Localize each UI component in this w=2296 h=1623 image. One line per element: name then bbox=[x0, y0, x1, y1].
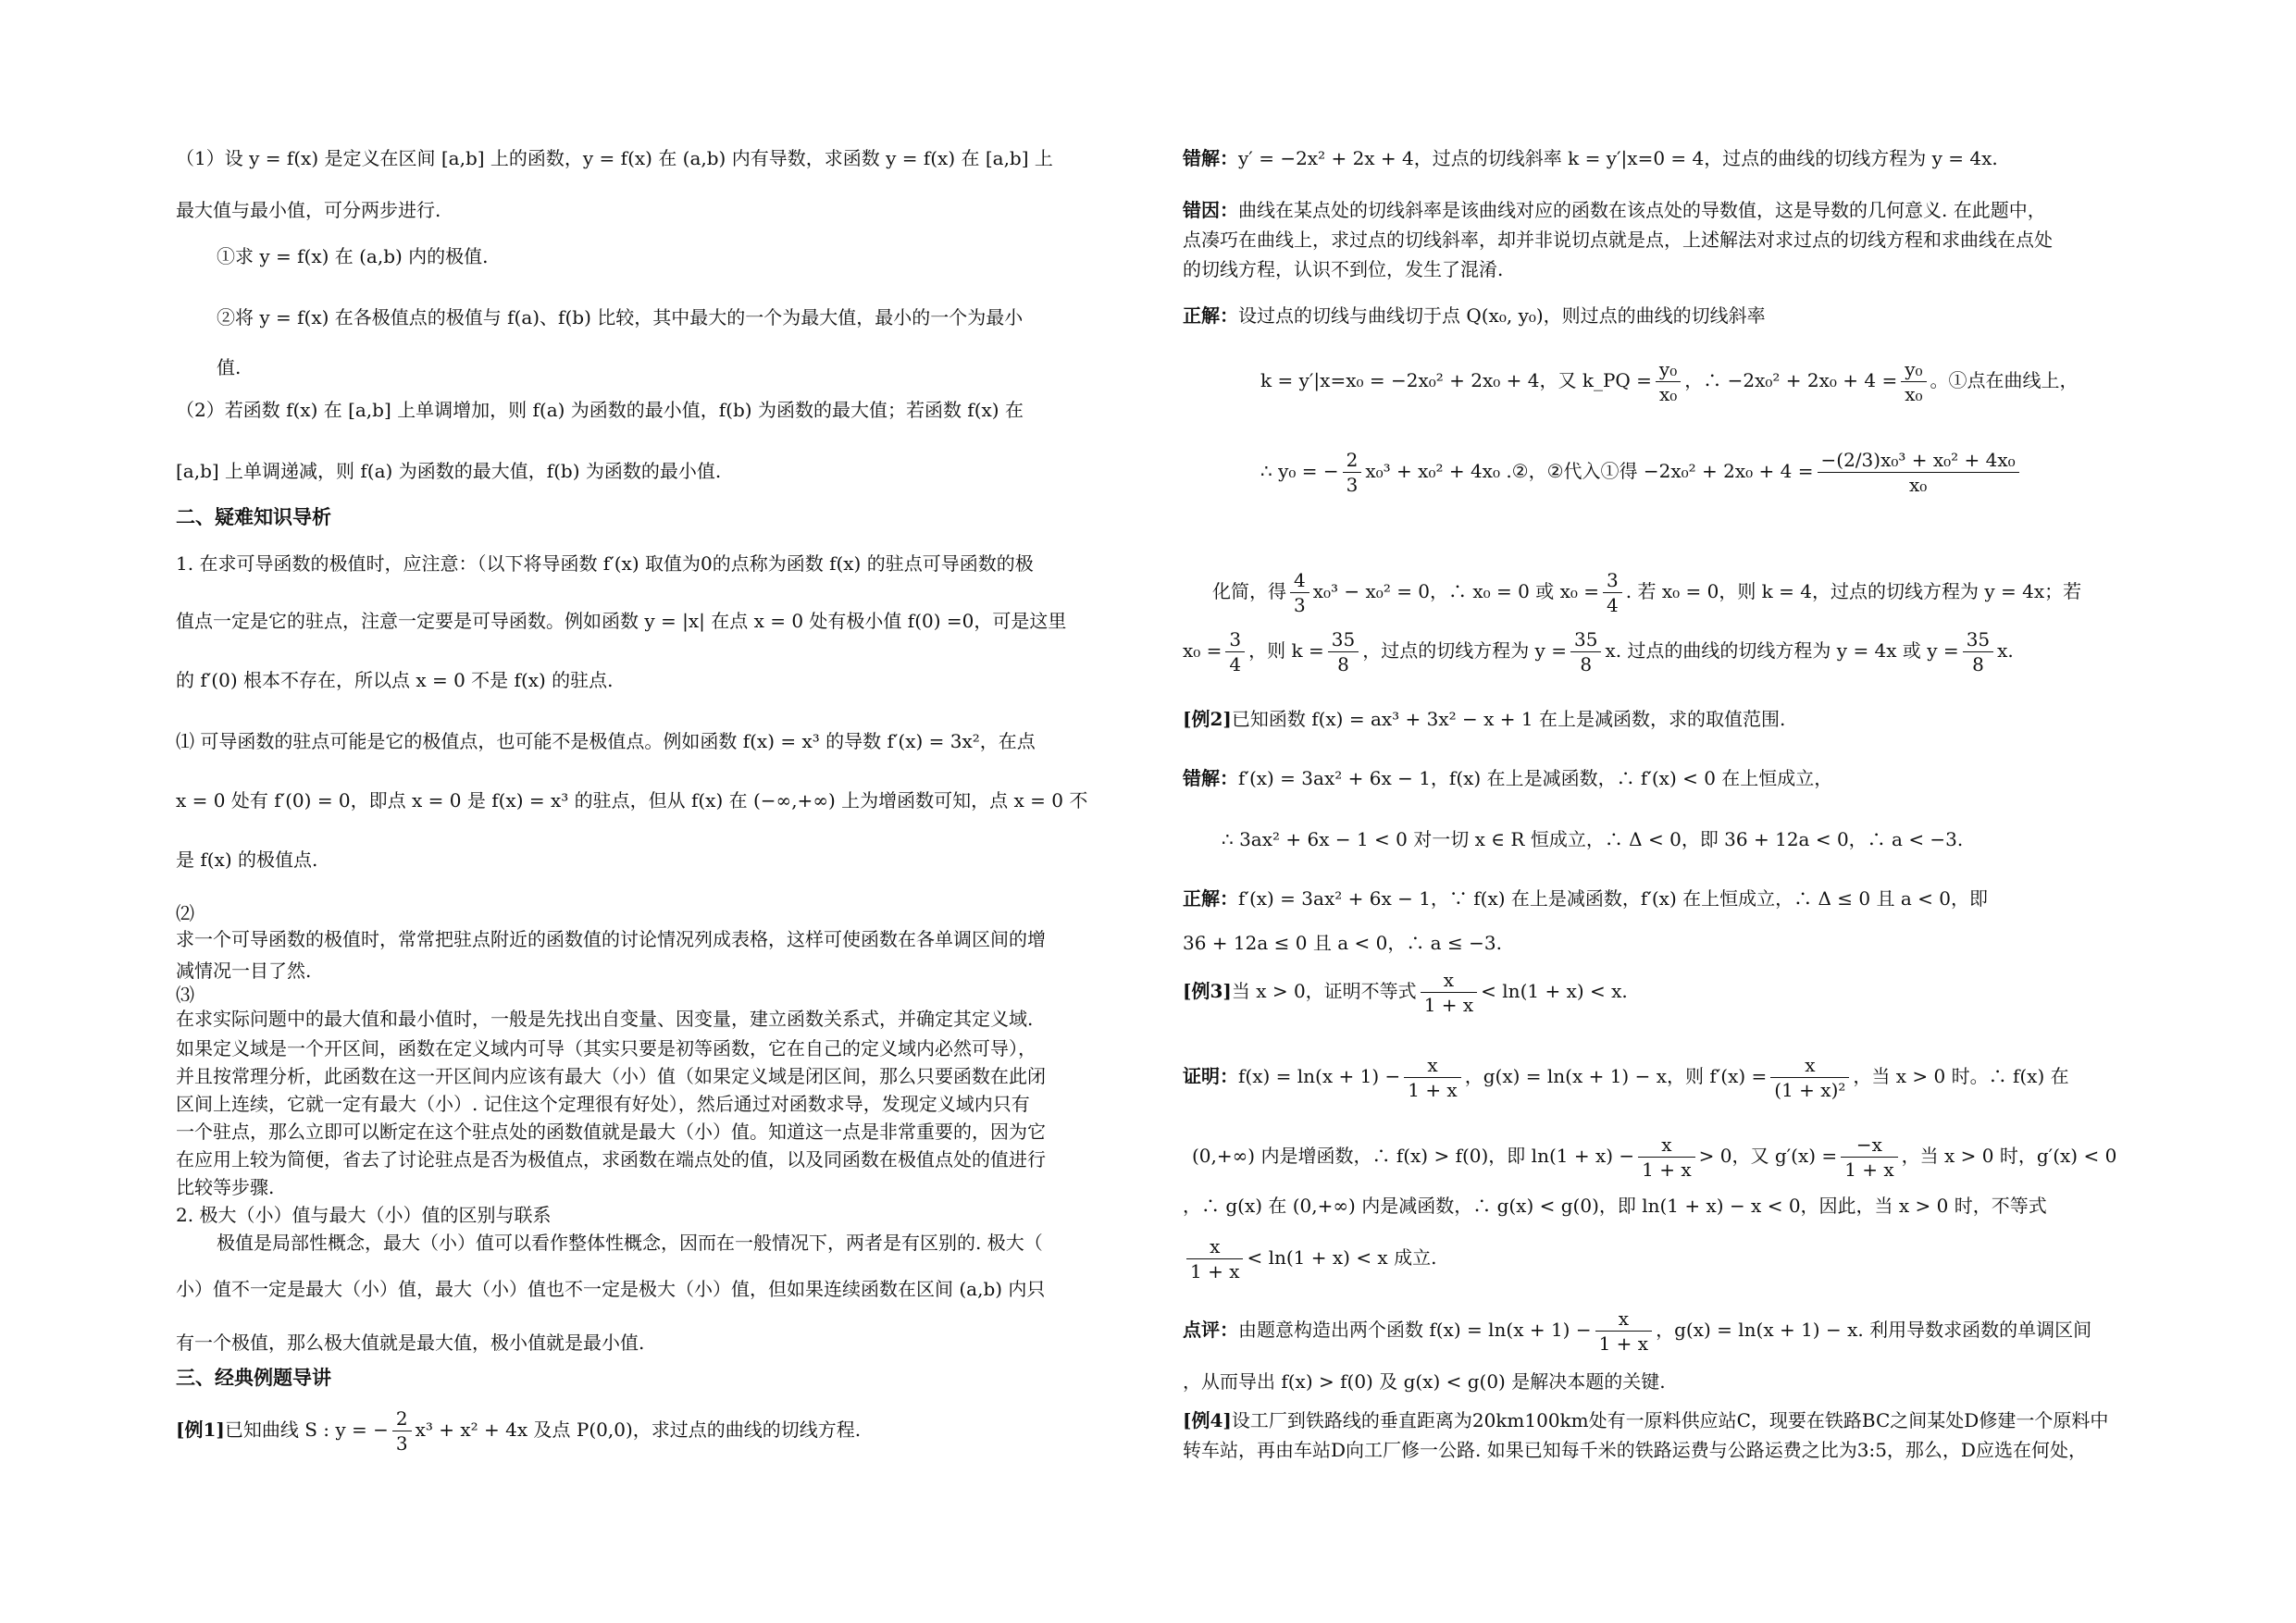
right-line-13: 36 + 12a ≤ 0 且 a < 0，∴ a ≤ −3. bbox=[1183, 932, 1502, 954]
left-line-17: ⑶ bbox=[176, 984, 194, 1006]
right-line-2 bbox=[1183, 198, 2046, 222]
wrong-solution-label: 错解： bbox=[1183, 147, 1238, 169]
fraction-numerator: −(2/3)x₀³ + x₀² + 4x₀ bbox=[1818, 448, 2019, 473]
left-line-19: 如果定义域是一个开区间，函数在定义域内可导（其实只要是初等函数，它在自己的定义域内必然可导）， bbox=[176, 1037, 1036, 1059]
example-1-fraction bbox=[392, 1406, 412, 1456]
right-line-6 bbox=[1260, 357, 2079, 406]
fraction-denominator: x₀ bbox=[1658, 383, 1678, 405]
eq-slope-fraction bbox=[1656, 357, 1681, 406]
right-line-2-text: 曲线在某点处的切线斜率是该曲线对应的函数在该点处的导数值，这是导数的几何意义. 在此题中， bbox=[1238, 199, 2046, 221]
comment-label: 点评： bbox=[1183, 1319, 1238, 1341]
increasing-c: ，当 x > 0 时，g′(x) < 0 bbox=[1901, 1145, 2117, 1167]
fraction-numerator: y₀ bbox=[1656, 357, 1681, 382]
eq-curve-b: x₀³ + x₀² + 4x₀ .②，②代入①得 −2x₀² + 2x₀ + 4 = bbox=[1365, 460, 1814, 482]
right-line-1 bbox=[1183, 146, 1998, 170]
proof-a: f(x) = ln(x + 1) − bbox=[1238, 1065, 1401, 1087]
section-heading-3: 三、经典例题导讲 bbox=[176, 1366, 331, 1389]
simplify-fraction-2 bbox=[1603, 568, 1622, 617]
left-line-22: 一个驻点，那么立即可以断定在这个驻点处的函数值就是最大（小）值。知道这一点是非常重要的，因为它 bbox=[176, 1121, 1046, 1143]
fraction-denominator: 4 bbox=[1607, 594, 1619, 616]
proof-c: ，当 x > 0 时。∴ f(x) 在 bbox=[1853, 1065, 2069, 1087]
case-fraction-2 bbox=[1328, 627, 1359, 676]
fraction-numerator: x bbox=[1770, 1053, 1849, 1078]
example-2-label: [例2] bbox=[1183, 708, 1232, 730]
simplify-b: x₀³ − x₀² = 0，∴ x₀ = 0 或 x₀ = bbox=[1312, 580, 1600, 602]
fraction-numerator: 35 bbox=[1570, 627, 1601, 652]
left-line-9: 值点一定是它的驻点，注意一定要是可导函数。例如函数 y = |x| 在点 x = 0 处有极小值 f(0) =0，可是这里 bbox=[176, 610, 1067, 632]
right-line-5 bbox=[1183, 304, 1766, 328]
fraction-denominator: 1 + x bbox=[1408, 1079, 1458, 1101]
right-line-8 bbox=[1212, 568, 2081, 617]
fraction-numerator: 2 bbox=[392, 1406, 412, 1431]
right-line-5-text: 设过点的切线与曲线切于点 Q(x₀, y₀)，则过点的曲线的切线斜率 bbox=[1238, 304, 1766, 327]
fraction-numerator: 35 bbox=[1328, 627, 1359, 652]
eq-curve-fraction bbox=[1343, 448, 1362, 497]
fraction-denominator: x₀ bbox=[1905, 383, 1923, 405]
left-line-12: x = 0 处有 f′(0) = 0，即点 x = 0 是 f(x) = x³ 的驻点，但从 f(x) 在 (−∞,+∞) 上为增函数可知，点 x = 0 不 bbox=[176, 789, 1088, 812]
comment-fraction bbox=[1595, 1307, 1652, 1356]
fraction-denominator: 1 + x bbox=[1844, 1158, 1894, 1181]
right-line-19: ，从而导出 f(x) > f(0) 及 g(x) < g(0) 是解决本题的关键. bbox=[1183, 1370, 1666, 1393]
fraction-numerator: −x bbox=[1841, 1133, 1897, 1158]
left-line-7: [a,b] 上单调递减，则 f(a) 为函数的最大值，f(b) 为函数的最小值. bbox=[176, 460, 722, 482]
right-line-18 bbox=[1183, 1307, 2091, 1356]
proof-fraction bbox=[1404, 1053, 1460, 1102]
increasing-a: (0,+∞) 内是增函数，∴ f(x) > f(0)，即 ln(1 + x) − bbox=[1192, 1145, 1635, 1167]
left-line-16: 减情况一目了然. bbox=[176, 960, 312, 982]
right-line-10-text: f′(x) = 3ax² + 6x − 1，f(x) 在上是减函数，∴ f′(x) < 0 在上恒成立， bbox=[1238, 767, 1833, 789]
fraction-denominator: 1 + x bbox=[1598, 1332, 1649, 1355]
increasing-fraction-2 bbox=[1841, 1133, 1897, 1182]
eq-slope-b: ，∴ −2x₀² + 2x₀ + 4 = bbox=[1684, 369, 1898, 391]
fraction-numerator: 4 bbox=[1290, 568, 1309, 593]
right-line-20: 转车站，再由车站D向工厂修一公路. 如果已知每千米的铁路运费与公路运费之比为3:5，那么，D应选在何处， bbox=[1183, 1439, 2087, 1461]
example-4-text: 设工厂到铁路线的垂直距离为20km100km处有一原料供应站C，现要在铁路BC之间某处D修建一个原料中 bbox=[1231, 1409, 2109, 1431]
correct-solution-label: 正解： bbox=[1183, 304, 1238, 327]
left-line-14: ⑵ bbox=[176, 902, 194, 924]
right-line-15 bbox=[1192, 1133, 2116, 1182]
example-1-text-a: 已知曲线 S : y = − bbox=[224, 1419, 389, 1441]
right-line-16: ，∴ g(x) 在 (0,+∞) 内是减函数，∴ g(x) < g(0)，即 ln(1 + x) − x < 0，因此，当 x > 0 时，不等式 bbox=[1183, 1195, 2047, 1217]
eq-slope-a: k = y′|x=x₀ = −2x₀² + 2x₀ + 4，又 k_PQ = bbox=[1260, 369, 1652, 391]
left-line-25: 2. 极大（小）值与最大（小）值的区别与联系 bbox=[176, 1204, 552, 1226]
example-3-text-a: 当 x > 0，证明不等式 bbox=[1231, 980, 1417, 1002]
increasing-b: > 0，又 g′(x) = bbox=[1698, 1145, 1838, 1167]
example-4-label: [例4] bbox=[1183, 1409, 1232, 1431]
comment-b: ，g(x) = ln(x + 1) − x. 利用导数求函数的单调区间 bbox=[1656, 1319, 2092, 1341]
conclusion-fraction bbox=[1186, 1234, 1243, 1283]
left-line-26: 极值是局部性概念，最大（小）值可以看作整体性概念，因而在一般情况下，两者是有区别的. 极大（ bbox=[217, 1232, 1043, 1254]
increasing-fraction bbox=[1638, 1133, 1694, 1182]
right-line-17 bbox=[1183, 1234, 1436, 1283]
wrong-solution-label-2: 错解： bbox=[1183, 767, 1238, 789]
eq-slope-c: 。①点在曲线上， bbox=[1930, 369, 2079, 391]
comment-a: 由题意构造出两个函数 f(x) = ln(x + 1) − bbox=[1238, 1319, 1592, 1341]
fraction-denominator: x₀ bbox=[1908, 474, 1928, 496]
fraction-denominator: 4 bbox=[1229, 653, 1242, 675]
left-line-20: 并且按常理分析，此函数在这一开区间内应该有最大（小）值（如果定义域是闭区间，那么只要函数在此闭 bbox=[176, 1065, 1046, 1087]
fraction-denominator: 8 bbox=[1972, 653, 1984, 675]
example-3-text-b: < ln(1 + x) < x. bbox=[1481, 980, 1628, 1002]
left-line-4: ②将 y = f(x) 在各极值点的极值与 f(a)、f(b) 比较，其中最大的一个为最大值，最小的一个为最小 bbox=[217, 306, 1024, 328]
example-3 bbox=[1183, 968, 1628, 1017]
right-line-11: ∴ 3ax² + 6x − 1 < 0 对一切 x ∈ R 恒成立，∴ Δ < 0，即 36 + 12a < 0，∴ a < −3. bbox=[1222, 828, 1964, 850]
correct-solution-label-2: 正解： bbox=[1183, 887, 1238, 910]
right-line-14 bbox=[1183, 1053, 2069, 1102]
simplify-fraction bbox=[1290, 568, 1309, 617]
fraction-denominator: 1 + x bbox=[1190, 1260, 1240, 1282]
fraction-denominator: 3 bbox=[1346, 474, 1359, 496]
right-line-4: 的切线方程，认识不到位，发生了混淆. bbox=[1183, 258, 1504, 280]
right-line-3: 点凑巧在曲线上，求过点的切线斜率，却并非说切点就是点，上述解法对求过点的切线方程和求曲线在点处 bbox=[1183, 229, 2053, 251]
eq-curve-fraction-2 bbox=[1818, 448, 2019, 497]
case-a: x₀ = bbox=[1183, 639, 1222, 662]
left-line-2: 最大值与最小值，可分两步进行. bbox=[176, 199, 441, 221]
simplify-a: 化简，得 bbox=[1212, 580, 1286, 602]
case-d: x. 过点的曲线的切线方程为 y = 4x 或 y = bbox=[1605, 639, 1959, 662]
example-3-fraction bbox=[1421, 968, 1477, 1017]
left-line-27: 小）值不一定是最大（小）值，最大（小）值也不一定是极大（小）值，但如果连续函数在区间 (a,b) 内只 bbox=[176, 1278, 1046, 1300]
fraction-denominator: 8 bbox=[1337, 653, 1349, 675]
left-line-1: （1）设 y = f(x) 是定义在区间 [a,b] 上的函数，y = f(x) 在 (a,b) 内有导数，求函数 y = f(x) 在 [a,b] 上 bbox=[176, 147, 1053, 169]
right-line-1-text: y′ = −2x² + 2x + 4，过点的切线斜率 k = y′|x=0 = 4，过点的曲线的切线方程为 y = 4x. bbox=[1238, 147, 1998, 169]
example-4 bbox=[1183, 1408, 2108, 1432]
fraction-numerator: x bbox=[1638, 1133, 1694, 1158]
right-line-12-text: f′(x) = 3ax² + 6x − 1，∵ f(x) 在上是减函数，f′(x) 在上恒成立，∴ Δ ≤ 0 且 a < 0，即 bbox=[1238, 887, 1988, 910]
left-line-8: 1. 在求可导函数的极值时，应注意：（以下将导函数 f′(x) 取值为0的点称为函数 f(x) 的驻点可导函数的极 bbox=[176, 552, 1034, 575]
fraction-denominator: (1 + x)² bbox=[1774, 1079, 1846, 1101]
right-line-7 bbox=[1260, 448, 2023, 497]
example-1-label: [例1] bbox=[176, 1419, 225, 1441]
fraction-numerator: 35 bbox=[1963, 627, 1993, 652]
fraction-denominator: 3 bbox=[395, 1432, 408, 1455]
example-1 bbox=[176, 1406, 861, 1456]
fraction-denominator: 3 bbox=[1294, 594, 1306, 616]
left-line-18: 在求实际问题中的最大值和最小值时，一般是先找出自变量、因变量，建立函数关系式，并确定其定义域. bbox=[176, 1008, 1034, 1030]
left-line-5: 值. bbox=[217, 356, 242, 378]
fraction-numerator: x bbox=[1421, 968, 1477, 993]
eq-curve-a: ∴ y₀ = − bbox=[1260, 460, 1339, 482]
fraction-numerator: x bbox=[1404, 1053, 1460, 1078]
left-line-15: 求一个可导函数的极值时，常常把驻点附近的函数值的讨论情况列成表格，这样可使函数在各单调区间的增 bbox=[176, 928, 1046, 950]
left-line-23: 在应用上较为简便，省去了讨论驻点是否为极值点，求函数在端点处的值，以及同函数在极值点处的值进行 bbox=[176, 1148, 1046, 1171]
fraction-denominator: 8 bbox=[1580, 653, 1593, 675]
left-line-28: 有一个极值，那么极大值就是最大值，极小值就是最小值. bbox=[176, 1332, 645, 1354]
example-1-text-b: x³ + x² + 4x 及点 P(0,0)，求过点的曲线的切线方程. bbox=[415, 1419, 862, 1441]
fraction-numerator: 2 bbox=[1343, 448, 1362, 473]
left-line-6: （2）若函数 f(x) 在 [a,b] 上单调增加，则 f(a) 为函数的最小值，f(b) 为函数的最大值；若函数 f(x) 在 bbox=[176, 399, 1024, 421]
right-line-9 bbox=[1183, 627, 2014, 676]
example-2 bbox=[1183, 707, 1785, 731]
fraction-numerator: x bbox=[1595, 1307, 1652, 1332]
proof-b: ，g(x) = ln(x + 1) − x，则 f′(x) = bbox=[1464, 1065, 1768, 1087]
conclusion-text: < ln(1 + x) < x 成立. bbox=[1247, 1246, 1437, 1269]
case-fraction-4 bbox=[1963, 627, 1993, 676]
proof-label: 证明： bbox=[1183, 1065, 1238, 1087]
fraction-denominator: 1 + x bbox=[1423, 994, 1474, 1016]
fraction-denominator: 1 + x bbox=[1642, 1158, 1692, 1181]
left-line-10: 的 f′(0) 根本不存在，所以点 x = 0 不是 f(x) 的驻点. bbox=[176, 669, 614, 691]
example-2-text: 已知函数 f(x) = ax³ + 3x² − x + 1 在上是减函数，求的取值范围. bbox=[1231, 708, 1786, 730]
left-line-24: 比较等步骤. bbox=[176, 1176, 275, 1198]
proof-fraction-2 bbox=[1770, 1053, 1849, 1102]
example-3-label: [例3] bbox=[1183, 980, 1232, 1002]
fraction-numerator: y₀ bbox=[1901, 357, 1926, 382]
fraction-numerator: 3 bbox=[1603, 568, 1622, 593]
case-b: ，则 k = bbox=[1248, 639, 1324, 662]
left-line-21: 区间上连续，它就一定有最大（小）. 记住这个定理很有好处），然后通过对函数求导，发现定义域内只有 bbox=[176, 1093, 1030, 1115]
left-line-11: ⑴ 可导函数的驻点可能是它的极值点，也可能不是极值点。例如函数 f(x) = x³ 的导数 f′(x) = 3x²，在点 bbox=[176, 730, 1036, 752]
fraction-numerator: 3 bbox=[1225, 627, 1245, 652]
eq-slope-fraction-2 bbox=[1901, 357, 1926, 406]
right-line-10 bbox=[1183, 766, 1832, 790]
error-cause-label: 错因： bbox=[1183, 199, 1238, 221]
case-fraction-3 bbox=[1570, 627, 1601, 676]
simplify-c: . 若 x₀ = 0，则 k = 4，过点的切线方程为 y = 4x；若 bbox=[1625, 580, 2082, 602]
left-line-13: 是 f(x) 的极值点. bbox=[176, 849, 318, 871]
left-line-3: ①求 y = f(x) 在 (a,b) 内的极值. bbox=[217, 245, 489, 267]
case-c: ，过点的切线方程为 y = bbox=[1362, 639, 1567, 662]
right-line-12 bbox=[1183, 886, 1988, 911]
case-fraction bbox=[1225, 627, 1245, 676]
fraction-numerator: x bbox=[1186, 1234, 1243, 1259]
section-heading-2: 二、疑难知识导析 bbox=[176, 505, 331, 528]
case-e: x. bbox=[1997, 639, 2014, 662]
